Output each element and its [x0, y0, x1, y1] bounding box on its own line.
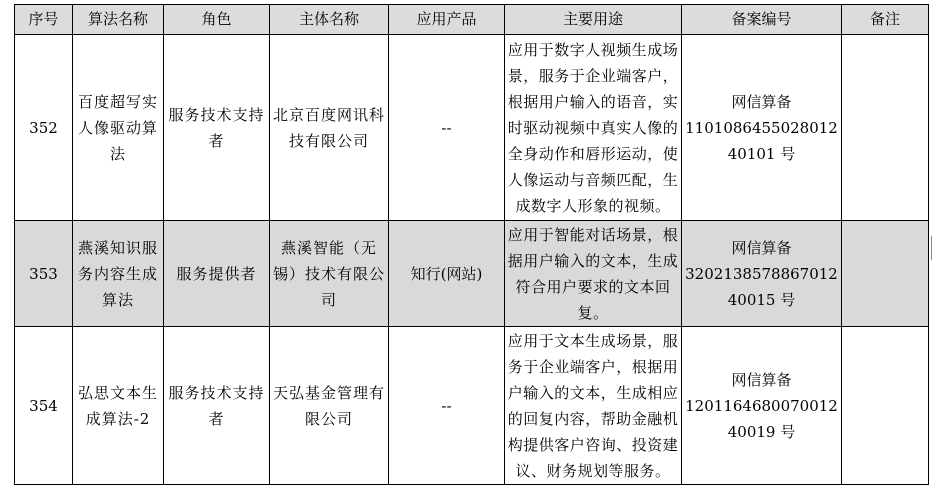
cell-seq: 353	[15, 221, 73, 327]
header-seq: 序号	[15, 5, 73, 35]
table-row	[15, 327, 929, 485]
header-remark: 备注	[842, 5, 929, 35]
cell-product: --	[389, 327, 505, 485]
cell-entity: 燕溪智能（无锡）技术有限公司	[270, 221, 389, 327]
cell-seq: 352	[15, 35, 73, 221]
cell-algorithm: 燕溪知识服务内容生成算法	[73, 221, 164, 327]
filing-number: 320213857886701240015	[685, 264, 838, 309]
header-purpose: 主要用途	[505, 5, 682, 35]
header-product: 应用产品	[389, 5, 505, 35]
cell-seq: 354	[15, 327, 73, 485]
header-role: 角色	[164, 5, 270, 35]
header-algorithm: 算法名称	[73, 5, 164, 35]
filing-prefix: 网信算备	[731, 370, 792, 389]
cell-entity: 天弘基金管理有限公司	[270, 327, 389, 485]
algorithm-registry-table	[14, 4, 929, 485]
cell-filing	[682, 221, 842, 327]
cell-role: 服务提供者	[164, 221, 270, 327]
cell-remark	[842, 221, 929, 327]
cell-algorithm: 百度超写实人像驱动算法	[73, 35, 164, 221]
table-row	[15, 35, 929, 221]
header-entity: 主体名称	[270, 5, 389, 35]
filing-number: 120116468007001240019	[685, 396, 838, 441]
cell-role: 服务技术支持者	[164, 327, 270, 485]
filing-suffix: 号	[780, 144, 796, 163]
header-row	[15, 5, 929, 35]
cell-filing	[682, 35, 842, 221]
cell-algorithm: 弘思文本生成算法-2	[73, 327, 164, 485]
cell-product: --	[389, 35, 505, 221]
cell-filing	[682, 327, 842, 485]
page-edge-marker	[931, 236, 935, 260]
cell-purpose: 应用于文本生成场景，服务于企业端客户，根据用户输入的文本，生成相应的回复内容，帮助金融机构提供客户咨询、投资建议、财务规划等服务。	[505, 327, 682, 485]
filing-suffix: 号	[780, 422, 796, 441]
header-filing: 备案编号	[682, 5, 842, 35]
cell-purpose: 应用于数字人视频生成场景，服务于企业端客户，根据用户输入的语音，实时驱动视频中真实人像的全身动作和唇形运动，使人像运动与音频匹配，生成数字人形象的视频。	[505, 35, 682, 221]
filing-suffix: 号	[780, 290, 796, 309]
table-row	[15, 221, 929, 327]
cell-entity: 北京百度网讯科技有限公司	[270, 35, 389, 221]
cell-purpose: 应用于智能对话场景，根据用户输入的文本，生成符合用户要求的文本回复。	[505, 221, 682, 327]
cell-role: 服务技术支持者	[164, 35, 270, 221]
cell-remark	[842, 327, 929, 485]
cell-remark	[842, 35, 929, 221]
filing-prefix: 网信算备	[731, 92, 792, 111]
filing-prefix: 网信算备	[731, 238, 792, 257]
filing-number: 110108645502801240101	[685, 118, 838, 163]
cell-product: 知行(网站)	[389, 221, 505, 327]
